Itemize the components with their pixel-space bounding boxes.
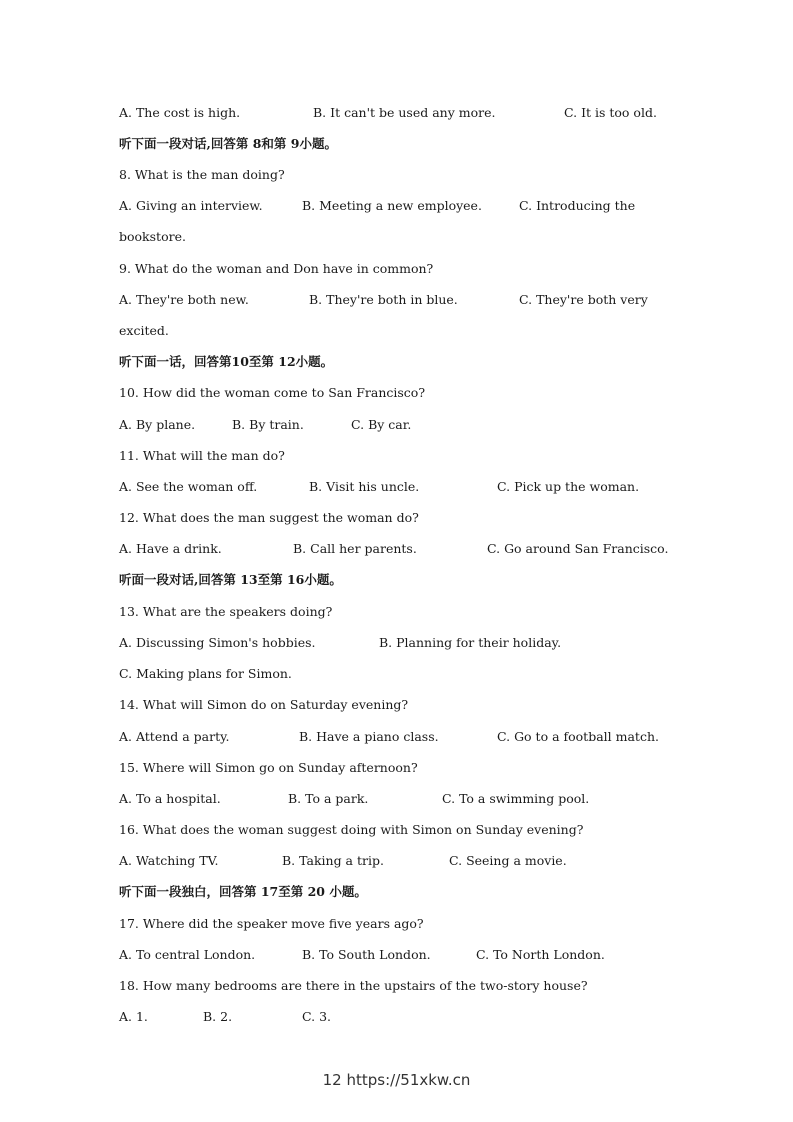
q10-question: 10. How did the woman come to San Francisco? xyxy=(119,385,426,400)
q18-option-a: A. 1. xyxy=(119,1009,148,1024)
q7-option-a: A. The cost is high. xyxy=(119,105,241,120)
q12-question: 12. What does the man suggest the woman do? xyxy=(119,510,419,525)
q7-option-c: C. It is too old. xyxy=(564,105,657,120)
q13-option-a: A. Discussing Simon's hobbies. xyxy=(119,635,316,650)
q15-option-b: B. To a park. xyxy=(288,791,369,806)
page-number: 12 xyxy=(322,1071,342,1089)
q18-option-c: C. 3. xyxy=(302,1009,331,1024)
q8-option-a: A. Giving an interview. xyxy=(119,198,263,213)
q12-option-a: A. Have a drink. xyxy=(119,541,222,556)
q13-question: 13. What are the speakers doing? xyxy=(119,604,333,619)
section-heading-17-20: 听下面一段独白，回答第 17至第 20 小题。 xyxy=(119,884,367,899)
section-heading-10-12: 听下面一话，回答第10至第 12小题。 xyxy=(119,354,334,369)
q13-option-b: B. Planning for their holiday. xyxy=(379,635,562,650)
q12-option-b: B. Call her parents. xyxy=(293,541,417,556)
q18-question: 18. How many bedrooms are there in the upstairs of the two-story house? xyxy=(119,978,588,993)
page-footer xyxy=(0,1071,793,1089)
q14-option-c: C. Go to a football match. xyxy=(497,729,659,744)
footer-url[interactable]: https://51xkw.cn xyxy=(346,1071,471,1089)
q17-option-c: C. To North London. xyxy=(476,947,605,962)
q16-question: 16. What does the woman suggest doing with Simon on Sunday evening? xyxy=(119,822,584,837)
q10-option-b: B. By train. xyxy=(232,417,304,432)
q8-option-c-continued: bookstore. xyxy=(119,229,186,244)
q14-option-b: B. Have a piano class. xyxy=(299,729,439,744)
q8-option-b: B. Meeting a new employee. xyxy=(302,198,482,213)
q11-option-b: B. Visit his uncle. xyxy=(309,479,420,494)
q11-option-c: C. Pick up the woman. xyxy=(497,479,640,494)
q16-option-a: A. Watching TV. xyxy=(119,853,219,868)
q11-question: 11. What will the man do? xyxy=(119,448,285,463)
q17-option-a: A. To central London. xyxy=(119,947,256,962)
q16-option-c: C. Seeing a movie. xyxy=(449,853,567,868)
q9-option-b: B. They're both in blue. xyxy=(309,292,458,307)
q8-question: 8. What is the man doing? xyxy=(119,167,285,182)
q16-option-b: B. Taking a trip. xyxy=(282,853,384,868)
section-heading-8-9: 听下面一段对话,回答第 8和第 9小题。 xyxy=(119,136,337,151)
q10-option-c: C. By car. xyxy=(351,417,412,432)
q12-option-c: C. Go around San Francisco. xyxy=(487,541,669,556)
q9-option-c: C. They're both very xyxy=(519,292,648,307)
q11-option-a: A. See the woman off. xyxy=(119,479,258,494)
q15-question: 15. Where will Simon go on Sunday afternoon? xyxy=(119,760,418,775)
q17-question: 17. Where did the speaker move five years ago? xyxy=(119,916,424,931)
q15-option-a: A. To a hospital. xyxy=(119,791,221,806)
q9-option-c-continued: excited. xyxy=(119,323,169,338)
q8-option-c: C. Introducing the xyxy=(519,198,636,213)
q7-option-b: B. It can't be used any more. xyxy=(313,105,496,120)
q9-option-a: A. They're both new. xyxy=(119,292,249,307)
q14-question: 14. What will Simon do on Saturday evening? xyxy=(119,697,409,712)
q14-option-a: A. Attend a party. xyxy=(119,729,230,744)
q17-option-b: B. To South London. xyxy=(302,947,431,962)
q10-option-a: A. By plane. xyxy=(119,417,196,432)
q13-option-c: C. Making plans for Simon. xyxy=(119,666,292,681)
q15-option-c: C. To a swimming pool. xyxy=(442,791,590,806)
section-heading-13-16: 听面一段对话,回答第 13至第 16小题。 xyxy=(119,572,342,587)
q9-question: 9. What do the woman and Don have in common? xyxy=(119,261,434,276)
q18-option-b: B. 2. xyxy=(203,1009,233,1024)
